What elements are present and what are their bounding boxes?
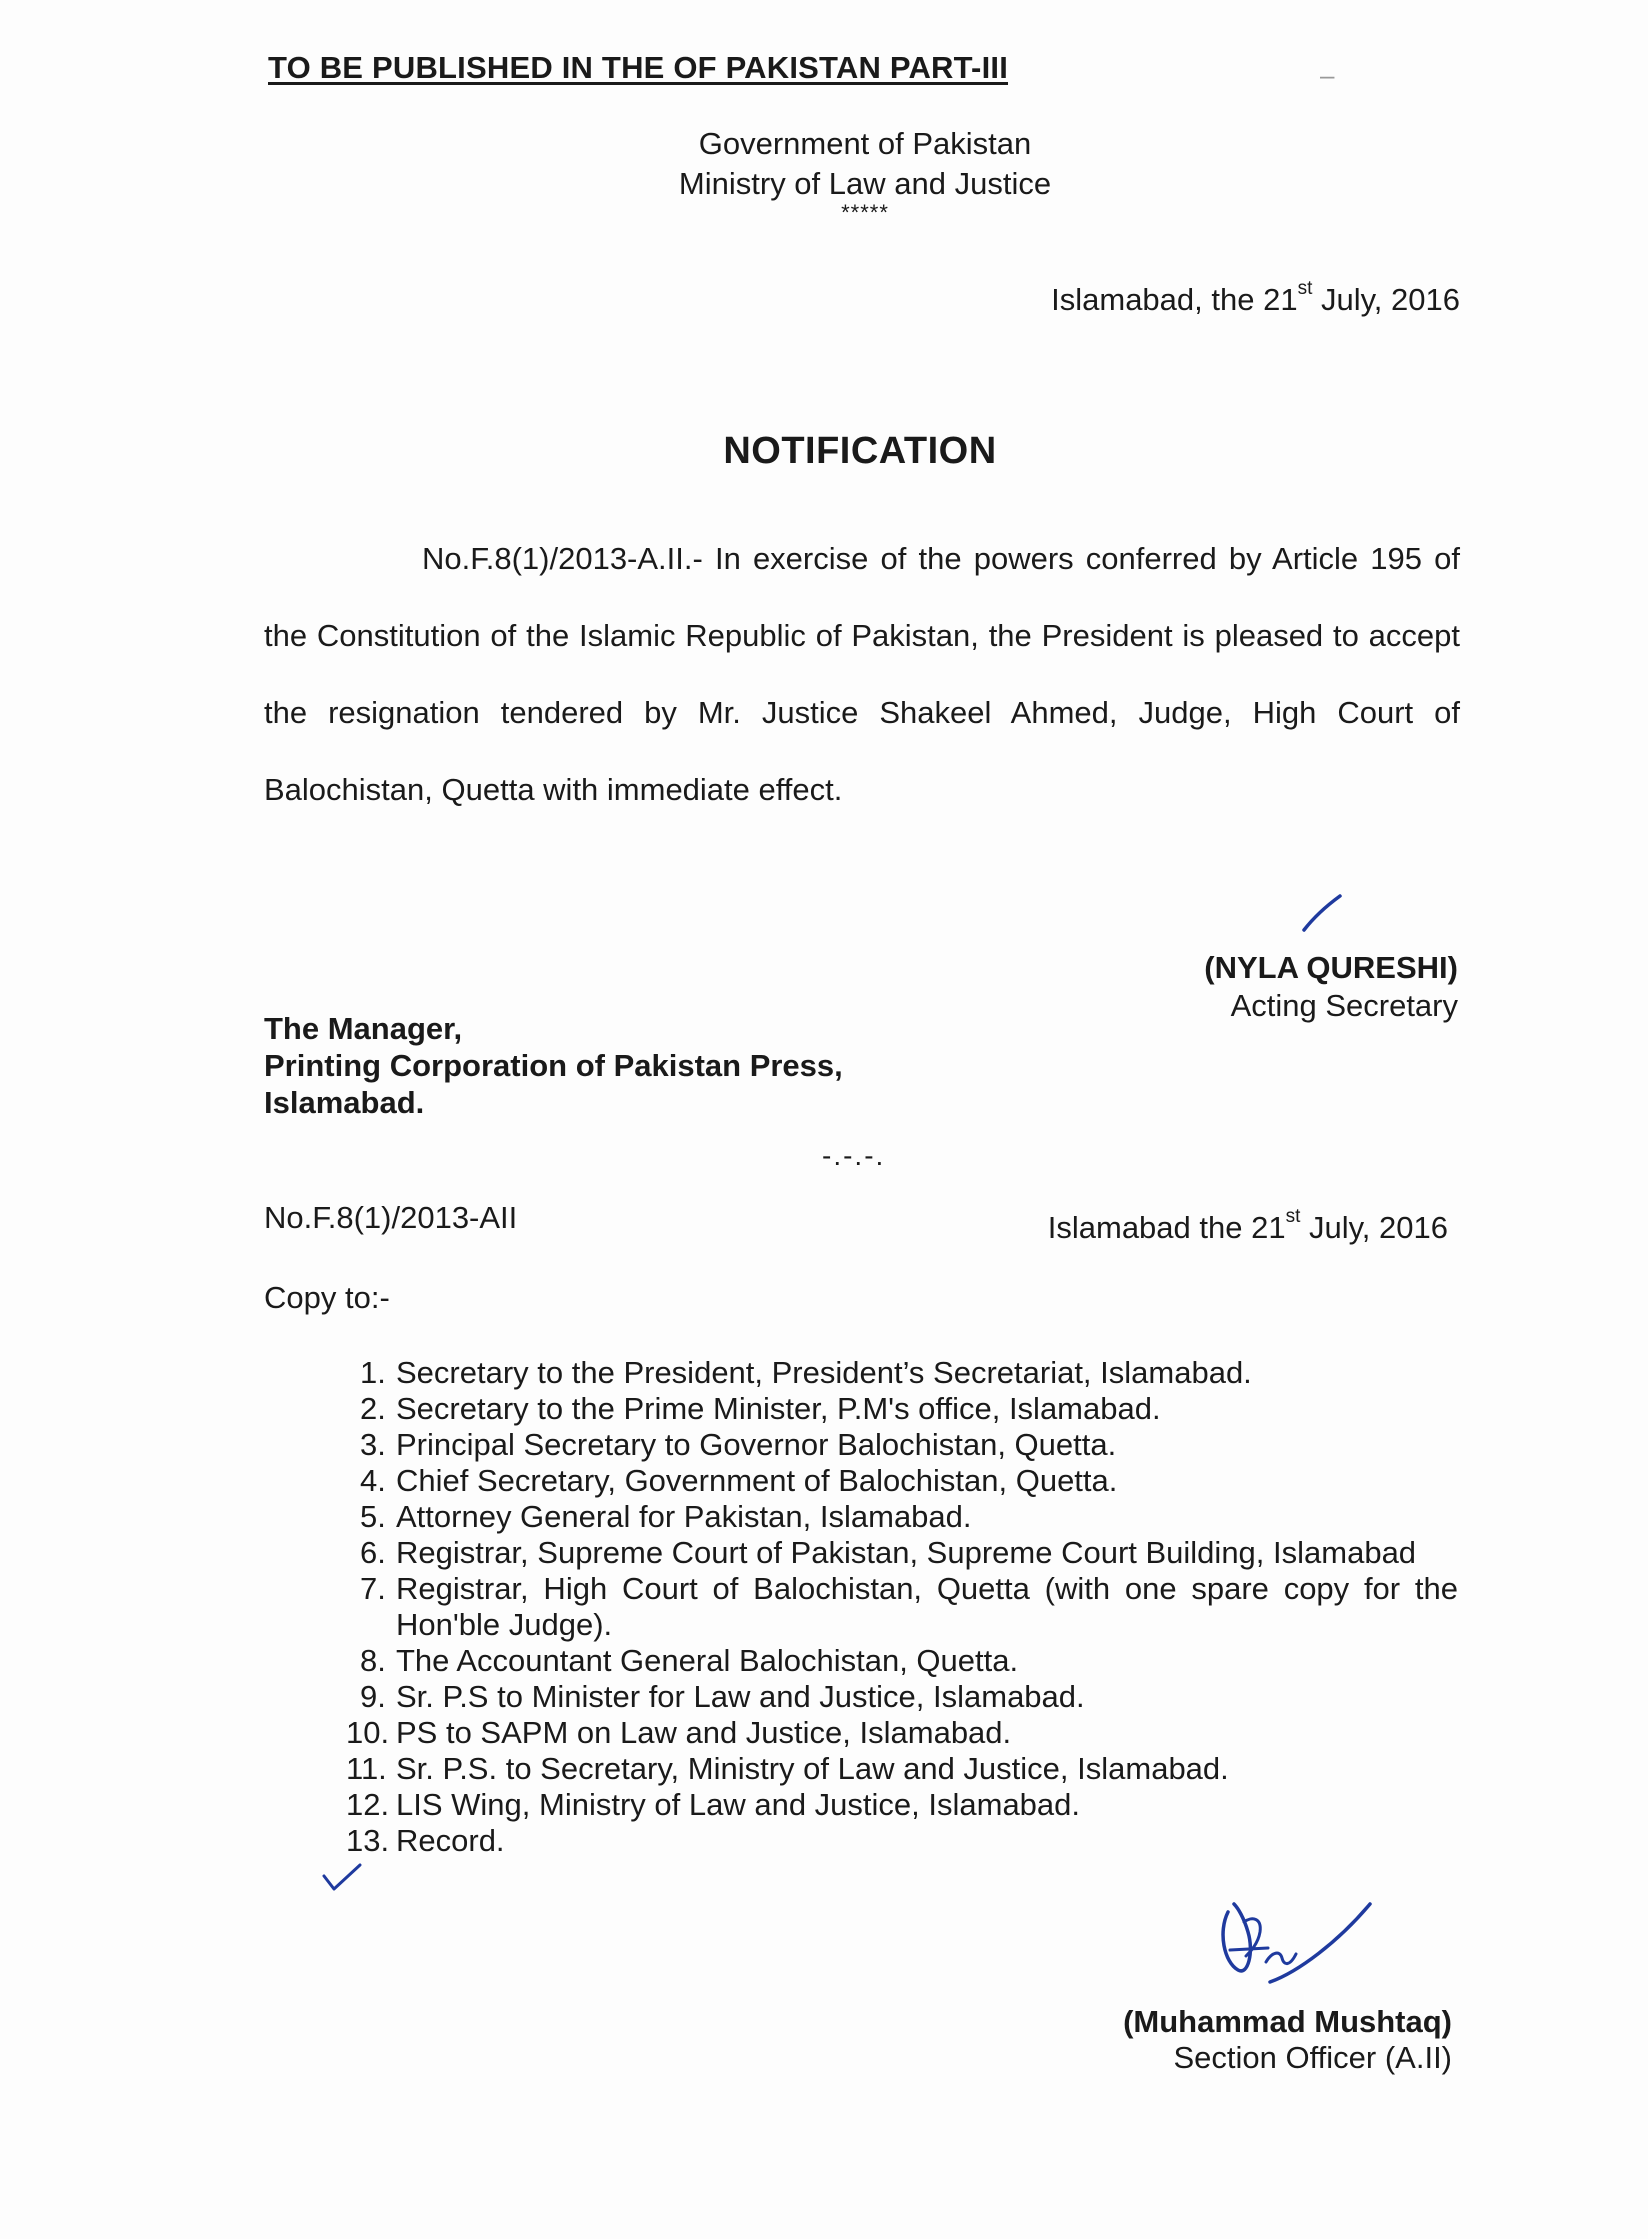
list-item-text: Sr. P.S to Minister for Law and Justice, Islamabad. (396, 1679, 1085, 1714)
issue-date-suffix: July, 2016 (1312, 282, 1460, 317)
list-item (346, 1787, 1458, 1823)
list-item-number: 11. (346, 1751, 387, 1786)
list-item-number: 9. (360, 1679, 386, 1714)
list-item-text: Registrar, High Court of Balochistan, Quetta (with one spare copy for the Hon'ble Judge). (396, 1571, 1458, 1642)
addressee-line-2: Printing Corporation of Pakistan Press, (264, 1048, 843, 1083)
copy-to-label: Copy to:- (264, 1280, 390, 1315)
list-item (352, 1535, 1458, 1571)
list-item (352, 1463, 1458, 1499)
list-item-number: 2. (360, 1391, 386, 1426)
list-item-text: Record. (396, 1823, 505, 1858)
list-item-number: 6. (360, 1535, 386, 1570)
list-item (352, 1643, 1458, 1679)
list-item-text: Attorney General for Pakistan, Islamabad. (396, 1499, 972, 1534)
list-item-number: 1. (360, 1355, 386, 1390)
list-item-number: 4. (360, 1463, 386, 1498)
section-officer-designation: Section Officer (A.II) (1173, 2040, 1452, 2075)
copy-to-list (346, 1355, 1458, 1859)
notification-body: No.F.8(1)/2013-A.II.- In exercise of the powers conferred by Article 195 of the Constitution of the Islamic Republic of Pakistan, the President is pleased to accept the resignation tendered by Mr. Justice Shakeel Ahmed, Judge, High Court of Balochistan, Quetta with immediate effect. (264, 541, 1460, 807)
list-item-number: 12. (346, 1787, 390, 1822)
handwritten-signature-icon (1208, 1892, 1378, 2002)
signatory-designation: Acting Secretary (1230, 988, 1458, 1023)
list-item-text: Secretary to the Prime Minister, P.M's office, Islamabad. (396, 1391, 1161, 1426)
handwritten-check-icon (322, 1862, 362, 1892)
list-item (352, 1571, 1458, 1643)
list-item-number: 3. (360, 1427, 386, 1462)
section-officer-name: (Muhammad Mushtaq) (1123, 2004, 1452, 2039)
publication-line: TO BE PUBLISHED IN THE OF PAKISTAN PART-III (268, 50, 1009, 85)
reference-date (1047, 1206, 1448, 1246)
list-item-number: 8. (360, 1643, 386, 1678)
addressee-block (264, 1010, 843, 1121)
list-item (352, 1355, 1458, 1391)
notification-title: NOTIFICATION (723, 430, 997, 472)
stray-mark: – (1320, 60, 1335, 90)
list-item-text: PS to SAPM on Law and Justice, Islamabad. (396, 1715, 1012, 1750)
list-item (352, 1499, 1458, 1535)
addressee-line-3: Islamabad. (264, 1085, 425, 1120)
signatory-name: (NYLA QURESHI) (1204, 950, 1458, 985)
list-item-number: 10. (346, 1715, 390, 1750)
list-item-text: Chief Secretary, Government of Balochistan, Quetta. (396, 1463, 1118, 1498)
list-item (352, 1679, 1458, 1715)
list-item-text: Principal Secretary to Governor Balochistan, Quetta. (396, 1427, 1117, 1462)
section-separator: -.-.-. (822, 1140, 886, 1171)
list-item (346, 1715, 1458, 1751)
reference-date-suffix: July, 2016 (1300, 1210, 1448, 1245)
stars-divider: ***** (841, 200, 889, 225)
addressee-line-1: The Manager, (264, 1011, 463, 1046)
list-item-text: Sr. P.S. to Secretary, Ministry of Law and Justice, Islamabad. (396, 1751, 1229, 1786)
issuing-authority (560, 124, 1170, 225)
list-item-number: 7. (360, 1571, 386, 1606)
reference-date-ordinal: st (1285, 1206, 1301, 1227)
list-item-text: Registrar, Supreme Court of Pakistan, Supreme Court Building, Islamabad (396, 1535, 1417, 1570)
list-item-text: LIS Wing, Ministry of Law and Justice, Islamabad. (396, 1787, 1081, 1822)
reference-number: No.F.8(1)/2013-AII (264, 1200, 518, 1235)
list-item-number: 13. (346, 1823, 390, 1858)
list-item (352, 1391, 1458, 1427)
reference-date-prefix: Islamabad the 21 (1047, 1210, 1286, 1245)
list-item-text: Secretary to the President, President’s Secretariat, Islamabad. (396, 1355, 1252, 1390)
signature-initial-mark (1300, 890, 1344, 934)
list-item-text: The Accountant General Balochistan, Quetta. (396, 1643, 1019, 1678)
issue-date (1051, 278, 1460, 318)
issue-date-prefix: Islamabad, the 21 (1051, 282, 1298, 317)
list-item-number: 5. (360, 1499, 386, 1534)
ministry-name: Ministry of Law and Justice (678, 166, 1052, 201)
list-item (346, 1751, 1458, 1787)
government-name: Government of Pakistan (698, 126, 1032, 161)
issue-date-ordinal: st (1297, 278, 1313, 299)
list-item (352, 1427, 1458, 1463)
list-item (346, 1823, 1458, 1859)
